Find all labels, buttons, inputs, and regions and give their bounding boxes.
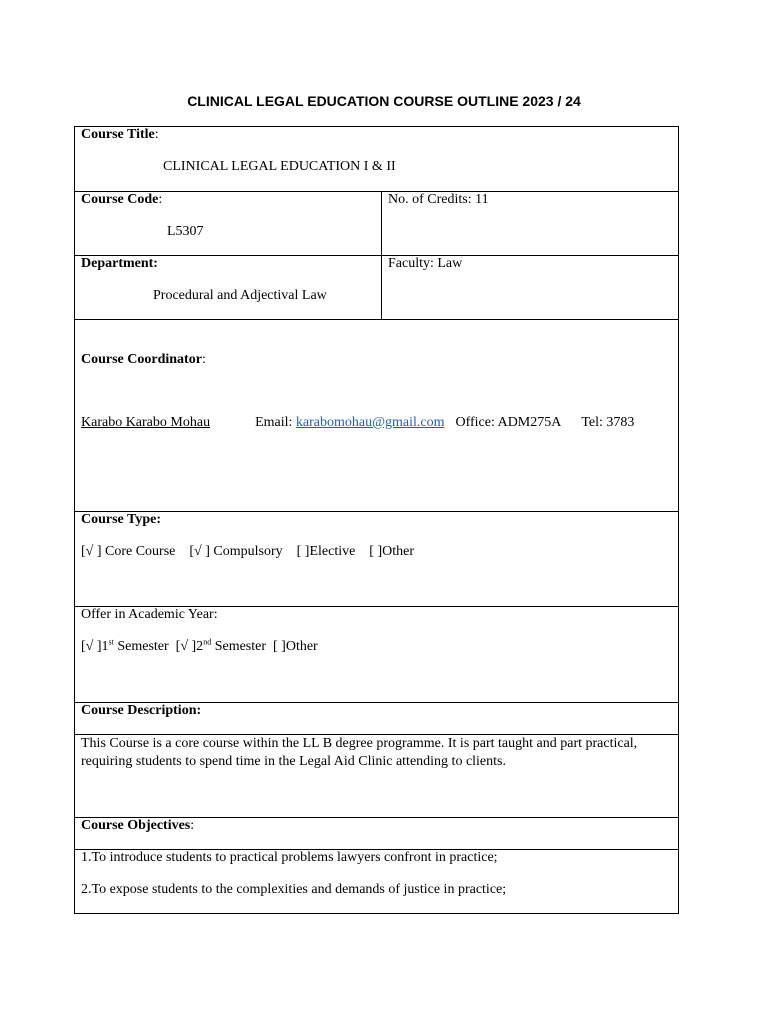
department-cell bbox=[75, 256, 382, 320]
tel-text: Tel: 3783 bbox=[581, 415, 635, 430]
credits-text: No. of Credits: 11 bbox=[388, 192, 489, 207]
objectives-label: Course Objectives bbox=[81, 818, 191, 833]
coordinator-label: Course Coordinator bbox=[81, 352, 202, 367]
course-type-cell bbox=[75, 512, 679, 607]
academic-year-label: Offer in Academic Year: bbox=[81, 607, 218, 622]
department-label: Department: bbox=[81, 256, 158, 271]
course-code-value: L5307 bbox=[167, 224, 204, 239]
course-type-label: Course Type: bbox=[81, 512, 161, 527]
course-title-row bbox=[75, 127, 679, 192]
faculty-text: Faculty: Law bbox=[388, 256, 463, 271]
objective-item: 1.To introduce students to practical problems lawyers confront in practice; bbox=[81, 850, 498, 865]
academic-year-row bbox=[75, 607, 679, 703]
semester-1-open: [√ ]1 bbox=[81, 639, 109, 654]
coordinator-cell bbox=[75, 320, 679, 512]
semester-1-suffix: st bbox=[108, 637, 114, 647]
academic-year-options bbox=[81, 639, 672, 655]
academic-year-cell bbox=[75, 607, 679, 703]
course-title-value: CLINICAL LEGAL EDUCATION I & II bbox=[163, 159, 396, 174]
course-outline-table bbox=[74, 126, 679, 914]
faculty-cell bbox=[382, 256, 679, 320]
department-row bbox=[75, 256, 679, 320]
description-header-row bbox=[75, 703, 679, 735]
objectives-colon: : bbox=[190, 818, 195, 833]
course-title-cell bbox=[75, 127, 679, 192]
description-header-cell bbox=[75, 703, 679, 735]
email-link[interactable]: karabomohau@gmail.com bbox=[295, 415, 445, 430]
description-label: Course Description: bbox=[81, 703, 202, 718]
description-line-1: This Course is a core course within the LL B degree programme. It is part taught and part practical, bbox=[81, 736, 638, 751]
credits-cell bbox=[382, 192, 679, 256]
course-code-row bbox=[75, 192, 679, 256]
office-text: Office: ADM275A bbox=[455, 415, 561, 430]
description-line-2: requiring students to spend time in the Legal Aid Clinic attending to clients. bbox=[81, 754, 506, 769]
coordinator-colon: : bbox=[201, 352, 206, 367]
objective-item: 2.To expose students to the complexities and demands of justice in practice; bbox=[81, 882, 507, 897]
objectives-body-row bbox=[75, 850, 679, 914]
semester-2-text: Semester [ ]Other bbox=[211, 639, 318, 654]
course-code-colon: : bbox=[158, 192, 163, 207]
objectives-body-cell bbox=[75, 850, 679, 914]
course-title-colon: : bbox=[154, 127, 159, 142]
semester-2-suffix: nd bbox=[203, 637, 212, 647]
objectives-header-row bbox=[75, 818, 679, 850]
course-title-label: Course Title bbox=[81, 127, 155, 142]
course-type-options: [√ ] Core Course [√ ] Compulsory [ ]Elective [ ]Other bbox=[81, 544, 415, 559]
semester-1-text: Semester [√ ]2 bbox=[113, 639, 204, 654]
coordinator-name: Karabo Karabo Mohau bbox=[81, 415, 211, 430]
description-body-row bbox=[75, 735, 679, 818]
description-body-cell bbox=[75, 735, 679, 818]
department-value: Procedural and Adjectival Law bbox=[153, 288, 327, 303]
objectives-header-cell bbox=[75, 818, 679, 850]
course-code-cell bbox=[75, 192, 382, 256]
course-type-row bbox=[75, 512, 679, 607]
document-title: CLINICAL LEGAL EDUCATION COURSE OUTLINE 2023 / 24 bbox=[187, 93, 581, 109]
email-label: Email: bbox=[255, 415, 293, 430]
coordinator-row bbox=[75, 320, 679, 512]
course-code-label: Course Code bbox=[81, 192, 159, 207]
